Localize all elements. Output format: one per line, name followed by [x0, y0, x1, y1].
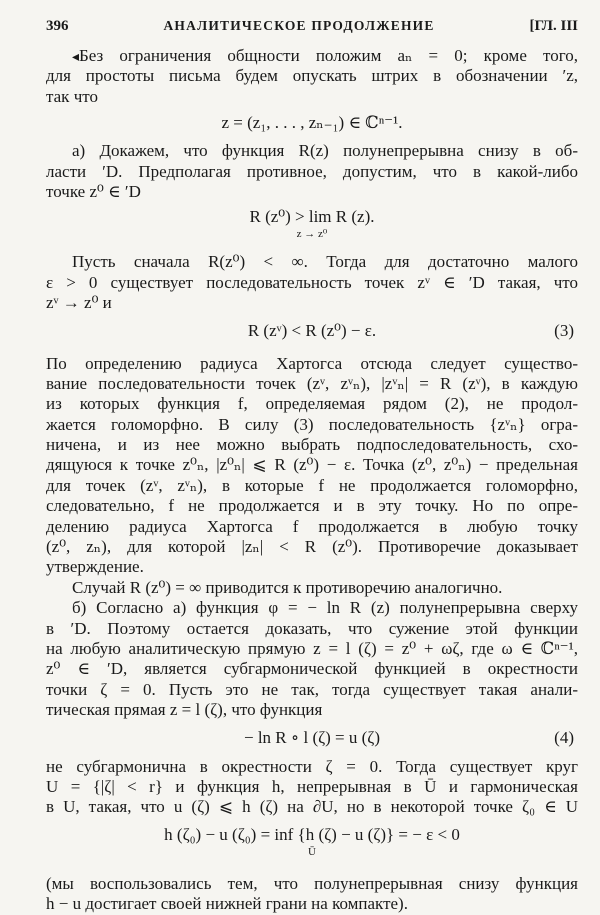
text-line: z⁰ ∈ ′D, является субгармонической функцией в окрестности — [46, 659, 578, 679]
equation-number: (4) — [554, 727, 574, 747]
text-line: ε > 0 существует последовательность точек zᵛ ∈ ′D такая, что — [46, 272, 578, 292]
text-line: для простоты письма будем опускать штрих в обозначении ′z, — [46, 66, 578, 86]
text-line: не субгармонична в окрестности ζ = 0. Тогда существует круг — [46, 756, 578, 776]
text-line: в U, такая, что u (ζ) ⩽ h (ζ) на ∂U, но в некоторой точке ζ₀ ∈ U — [46, 797, 578, 817]
text-line: на любую аналитическую прямую z = l (ζ) = z⁰ + ωζ, где ω ∈ ℂⁿ⁻¹, — [46, 638, 578, 658]
text-line: для точек (zᵛ, zᵛₙ), в которые f не продолжается голоморфно, — [46, 475, 578, 495]
text-line: ласти ′D. Предполагая противное, допустим, что в какой-либо — [46, 161, 578, 181]
running-title: АНАЛИТИЧЕСКОЕ ПРОДОЛЖЕНИЕ — [163, 18, 435, 33]
text-line: (z⁰, zₙ), для которой |zₙ| < R (z⁰). Противоречие доказывает — [46, 537, 578, 557]
text-line-content: Без ограничения общности положим aₙ = 0; кроме того, — [79, 46, 578, 65]
text-line: дящуюся к точке z⁰ₙ, |z⁰ₙ| ⩽ R (z⁰) − ε. Точка (z⁰, z⁰ₙ) − предельная — [46, 455, 578, 475]
text-line: б) Согласно а) функция φ = − ln R (z) полунепрерывна сверху — [72, 598, 578, 618]
text-line: тическая прямая z = l (ζ), что функция — [46, 700, 323, 720]
text-line: точке z⁰ ∈ ′D — [46, 181, 141, 201]
formula-main: R (z⁰) > lim R (z). — [249, 207, 375, 227]
text-line: в ′D. Поэтому остается доказать, что сужение этой функции — [46, 618, 578, 638]
text-line: zᵛ → z⁰ и — [46, 293, 112, 313]
display-formula — [46, 318, 578, 344]
formula-main: h (ζ₀) − u (ζ₀) = inf {h (ζ) − u (ζ)} = − ε < 0 — [164, 824, 460, 844]
text-line: из которых функция f, определяемая рядом (2), не продол- — [46, 394, 578, 414]
text-line: делению радиуса Хартогса f продолжается в любую точку — [46, 516, 578, 536]
chapter-label: [ГЛ. III — [529, 18, 578, 34]
text-line: h − u достигает своей нижней грани на компакте). — [46, 894, 408, 914]
text-line: Пусть сначала R(z⁰) < ∞. Тогда для достаточно малого — [72, 252, 578, 272]
formula-subscript: z → z⁰ — [296, 228, 328, 241]
display-formula — [46, 824, 578, 866]
display-formula: z = (z₁, . . . , zₙ₋₁) ∈ ℂⁿ⁻¹. — [221, 113, 403, 133]
text-line: U = {|ζ| < r} и функция h, непрерывная в Ū и гармоническая — [46, 776, 578, 796]
text-line: вание последовательности точек (zᵛ, zᵛₙ), |zᵛₙ| = R (zᵛ), в каждую — [46, 373, 578, 393]
text-line: а) Докажем, что функция R(z) полунепрерывна снизу в об- — [72, 141, 578, 161]
text-line: следовательно, f не продолжается и в эту точку. Но по опре- — [46, 496, 578, 516]
text-line: утверждение. — [46, 557, 144, 577]
proof-start-marker: ◂ — [72, 50, 80, 65]
text-line: (мы воспользовались тем, что полунепрерывная снизу функция — [46, 873, 578, 893]
text-line: так что — [46, 86, 98, 106]
page-number: 396 — [46, 18, 69, 34]
text-line: жается голоморфно. В силу (3) последовательность {zᵛₙ} огра- — [46, 414, 578, 434]
text-line: По определению радиуса Хартогса отсюда следует существо- — [46, 353, 578, 373]
formula-subscript: Ū — [308, 845, 316, 858]
text-line: Случай R (z⁰) = ∞ приводится к противоречию аналогично. — [72, 577, 503, 597]
text-line: точки ζ = 0. Пусть это не так, тогда существует такая анали- — [46, 679, 578, 699]
text-line — [46, 46, 578, 66]
equation-number: (3) — [554, 320, 574, 340]
display-formula — [46, 725, 578, 751]
text-line: ничена, и из нее можно выбрать подпоследовательность, схо- — [46, 435, 578, 455]
formula-main: R (zᵛ) < R (z⁰) − ε. — [247, 320, 377, 340]
formula-main: − ln R ∘ l (ζ) = u (ζ) — [243, 727, 381, 747]
page-header — [46, 18, 578, 46]
display-formula — [46, 206, 578, 246]
